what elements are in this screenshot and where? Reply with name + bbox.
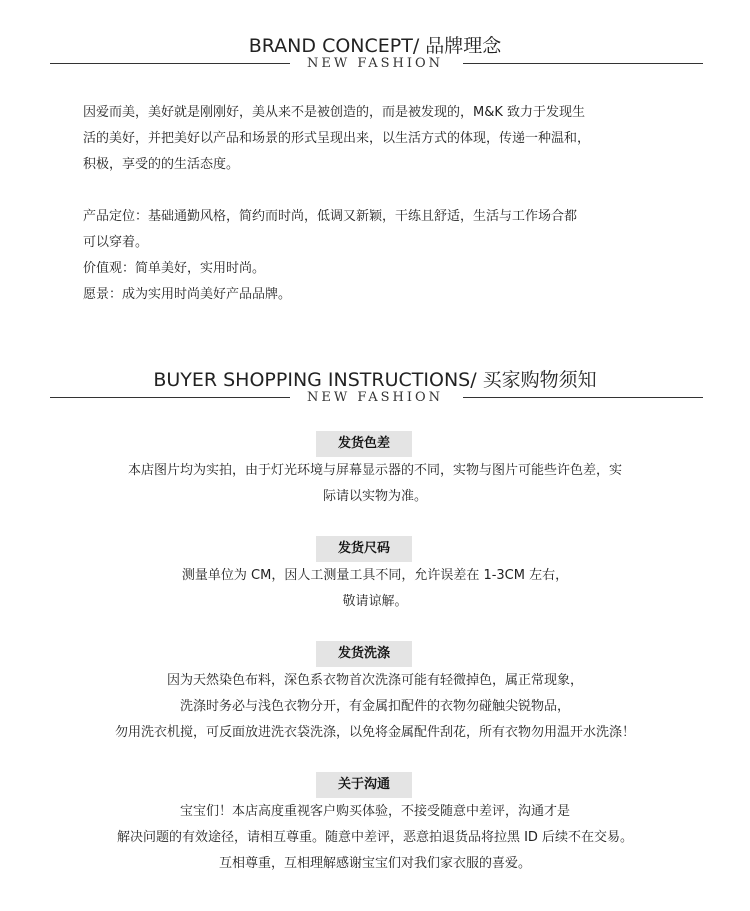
size-text [40, 563, 710, 615]
washing-tag: 发货洗涤 [316, 641, 412, 667]
section-line: 宝宝们！本店高度重视客户购买体验，不接受随意中差评，沟通才是 [179, 804, 570, 819]
brand-paragraph [83, 100, 673, 308]
buyer-instructions-title: BUYER SHOPPING INSTRUCTIONS/ 买家购物须知 [153, 369, 597, 391]
vision-line: 愿景：成为实用时尚美好产品品牌。 [83, 287, 292, 302]
section-line: 敬请谅解。 [342, 594, 408, 609]
communication-text [40, 799, 710, 877]
section-line: 洗涤时务必与浅色衣物分开，有金属扣配件的衣物勿碰触尖锐物品， [179, 699, 570, 714]
section-line: 解决问题的有效途径，请相互尊重。随意中差评，恶意拍退货品将拉黑 ID 后续不在交易。 [116, 830, 634, 845]
color-difference-text [40, 458, 710, 510]
section-line: 本店图片均为实拍，由于灯光环境与屏幕显示器的不同，实物与图片可能些许色差，实 [127, 463, 622, 478]
brand-intro-line: 因爱而美，美好就是刚刚好，美从来不是被创造的，而是被发现的，M&K 致力于发现生 [83, 105, 586, 120]
washing-text [40, 668, 710, 746]
brand-subtitle: NEW FASHION [306, 56, 444, 71]
positioning-line: 产品定位：基础通勤风格，简约而时尚，低调又新颖，干练且舒适，生活与工作场合都 [83, 209, 578, 224]
section-line: 互相尊重，互相理解感谢宝宝们对我们家衣服的喜爱。 [218, 856, 531, 871]
communication-tag: 关于沟通 [316, 772, 412, 798]
size-tag: 发货尺码 [316, 536, 412, 562]
brand-intro-line: 活的美好，并把美好以产品和场景的形式呈现出来，以生活方式的体现，传递一种温和， [83, 131, 591, 146]
section-line: 勿用洗衣机搅，可反面放进洗衣袋洗涤，以免将金属配件刮花，所有衣物勿用温开水洗涤！ [114, 725, 635, 740]
section-line: 际请以实物为准。 [322, 489, 427, 504]
positioning-line: 可以穿着。 [83, 235, 149, 250]
color-difference-tag: 发货色差 [316, 431, 412, 457]
brand-intro-line: 积极，享受的的生活态度。 [83, 157, 240, 172]
section-line: 因为天然染色布料，深色系衣物首次洗涤可能有轻微掉色，属正常现象， [166, 673, 583, 688]
brand-concept-title: BRAND CONCEPT/ 品牌理念 [248, 35, 502, 57]
buyer-subtitle: NEW FASHION [306, 390, 444, 405]
values-line: 价值观：简单美好，实用时尚。 [83, 261, 266, 276]
section-line: 测量单位为 CM，因人工测量工具不同，允许误差在 1-3CM 左右， [181, 568, 569, 583]
